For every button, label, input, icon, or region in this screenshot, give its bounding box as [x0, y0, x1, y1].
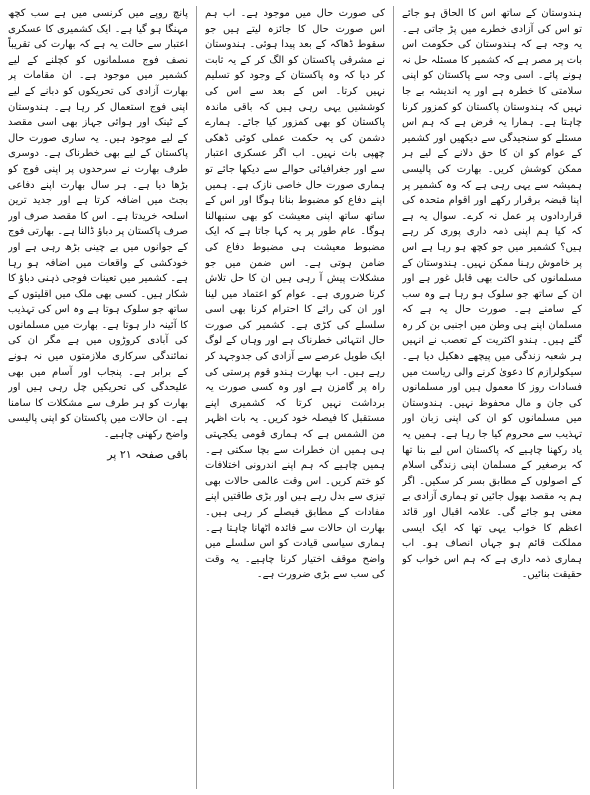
column-right [402, 6, 582, 789]
column-left-text: پانچ روپے میں کرنسی میں ہے سب کچھ مہنگا ہو گیا ہے۔ ایک کشمیری کا عسکری اعتبار سے حالت یہ ہے کہ بھارت کی تقریباً نصف فوج مسلمانوں کو کچلنے کے لیے کشمیر میں موجود ہے۔ ان مقامات پر بھارت آزادی کی تحریکوں کو دبانے کے لیے اپنی فوج استعمال کر رہا ہے۔ ہندوستان کے ٹینک اور ہوائی جہاز بھی اسی مقصد کے لیے موجود ہیں۔ یہ ساری صورت حال پاکستان کے لیے بھی خطرناک ہے۔ دوسری طرف بھارت نے سرحدوں پر اپنی فوج کو بڑھا دیا ہے۔ ہر سال بھارت اپنے دفاعی بجٹ میں اضافہ کرتا ہے اور جدید ترین اسلحہ خریدتا ہے۔ اس کا مقصد صرف اور صرف پاکستان پر دباؤ ڈالنا ہے۔ بھارتی فوج کے جوانوں میں بے چینی بڑھ رہی ہے اور خودکشی کے واقعات میں اضافہ ہو رہا ہے۔ کشمیر میں تعینات فوجی ذہنی دباؤ کا شکار ہیں۔ کسی بھی ملک میں اقلیتوں کے ساتھ جو سلوک ہوتا ہے وہ اس کی تہذیب کا آئینہ دار ہوتا ہے۔ بھارت میں مسلمانوں کی آبادی کروڑوں میں ہے مگر ان کی نمائندگی سرکاری ملازمتوں میں نہ ہونے کے برابر ہے۔ پنجاب اور آسام میں بھی علیحدگی کی تحریکیں چل رہی ہیں اور بھارت کو ہر طرف سے مشکلات کا سامنا ہے۔ ان حالات میں پاکستان کو اپنی پالیسی واضح رکھنی چاہیے۔ [8, 8, 188, 441]
column-left [8, 6, 188, 789]
column-middle [205, 6, 385, 789]
continued-note: باقی صفحہ ۲۱ پر [107, 447, 188, 461]
article-columns [8, 6, 582, 789]
column-divider [393, 6, 394, 789]
column-middle-text: کی صورت حال میں موجود ہے۔ اب ہم اس صورت حال کا جائزہ لیتے ہیں جو سقوط ڈھاکہ کے بعد پیدا ہوئی۔ ہندوستان نے مشرقی پاکستان کو الگ کر کے یہ ثابت کر دیا کہ وہ پاکستان کے وجود کو تسلیم نہیں کرتا۔ اس کے بعد سے اس کی کوششیں یہی رہی ہیں کہ باقی ماندہ پاکستان کو بھی کمزور کیا جائے۔ ہمارے دشمن کی یہ حکمت عملی کوئی ڈھکی چھپی بات نہیں۔ اب اگر عسکری اعتبار سے اور جغرافیائی حوالے سے دیکھا جائے تو ہماری صورت حال خاصی نازک ہے۔ ہمیں اپنے دفاع کو مضبوط بنانا ہوگا اور اس کے ساتھ ساتھ اپنی معیشت کو بھی سنبھالنا ہوگا۔ عام طور پر یہ کہا جاتا ہے کہ ایک مضبوط معیشت ہی مضبوط دفاع کی ضامن ہوتی ہے۔ اس ضمن میں جو مشکلات پیش آ رہی ہیں ان کا حل تلاش کرنا ضروری ہے۔ عوام کو اعتماد میں لینا اور ان کی رائے کا احترام کرنا بھی اسی سلسلے کی کڑی ہے۔ کشمیر کی صورت حال انتہائی خطرناک ہے اور وہاں کے لوگ ایک طویل عرصے سے آزادی کی جدوجہد کر رہے ہیں۔ اب بھارت ہندو قوم پرستی کی راہ پر گامزن ہے اور وہ کسی صورت یہ برداشت نہیں کرتا کہ کشمیری اپنے مستقبل کا فیصلہ خود کریں۔ یہ بات اظہر من الشمس ہے کہ ہماری قومی یکجہتی ہی ہمیں ان خطرات سے بچا سکتی ہے۔ ہمیں چاہیے کہ ہم اپنے اندرونی اختلافات کو ختم کریں۔ اس وقت عالمی حالات بھی تیزی سے بدل رہے ہیں اور بڑی طاقتیں اپنے مفادات کے مطابق فیصلے کر رہی ہیں۔ بھارت ان حالات سے فائدہ اٹھانا چاہتا ہے۔ ہماری سیاسی قیادت کو اس سلسلے میں واضح موقف اختیار کرنا چاہیے۔ یہ وقت کی سب سے بڑی ضرورت ہے۔ [205, 8, 385, 581]
column-right-text: ہندوستان کے ساتھ اس کا الحاق ہو جائے تو اس کی آزادی خطرے میں پڑ جاتی ہے۔ یہ وجہ ہے کہ ہندوستان کی حکومت اس بات پر مصر ہے کہ کشمیر کا مسئلہ حل نہ ہونے پائے۔ اسی وجہ سے پاکستان کو اپنی سلامتی کا خطرہ ہے اور یہ اندیشہ بے جا نہیں کہ ہندوستان پاکستان کو کمزور کرنا چاہتا ہے۔ ہمارا یہ فرض ہے کہ ہم اس مسئلے کو سنجیدگی سے دیکھیں اور کشمیر کے عوام کو ان کا حق دلانے کے لیے ہر ممکن کوشش کریں۔ بھارت کی پالیسی ہمیشہ سے یہی رہی ہے کہ وہ کشمیر پر اپنا قبضہ برقرار رکھے اور اقوام متحدہ کی قراردادوں پر عمل نہ کرے۔ سوال یہ ہے کہ کیا ہم اپنی ذمہ داری پوری کر رہے ہیں؟ کشمیر میں جو کچھ ہو رہا ہے اس پر خاموش رہنا ممکن نہیں۔ ہندوستان کے مسلمانوں کی حالت بھی قابل غور ہے اور ان کے ساتھ جو سلوک ہو رہا ہے وہ سب کے سامنے ہے۔ صورت حال یہ ہے کہ مسلمان اپنے ہی وطن میں اجنبی بن کر رہ گئے ہیں۔ ہندو اکثریت کے تعصب نے انہیں ہر شعبہ زندگی میں پیچھے دھکیل دیا ہے۔ سیکولرازم کا دعویٰ کرنے والی ریاست میں فسادات روز کا معمول ہیں اور مسلمانوں کی جان و مال محفوظ نہیں۔ ہندوستان میں مسلمانوں کو ان کی اپنی زبان اور تہذیب سے محروم کیا جا رہا ہے۔ ہمیں یہ یاد رکھنا چاہیے کہ پاکستان اس لیے بنا تھا کہ برصغیر کے مسلمان اپنی زندگی اسلام کے اصولوں کے مطابق بسر کر سکیں۔ اگر ہم یہ مقصد بھول جائیں تو ہماری آزادی بے معنی ہو جائے گی۔ علامہ اقبال اور قائد اعظم کا خواب یہی تھا کہ ایک ایسی مملکت قائم ہو جہاں انصاف ہو۔ اب ہماری ذمہ داری ہے کہ ہم اس خواب کو حقیقت بنائیں۔ [402, 8, 582, 581]
column-divider [196, 6, 197, 789]
